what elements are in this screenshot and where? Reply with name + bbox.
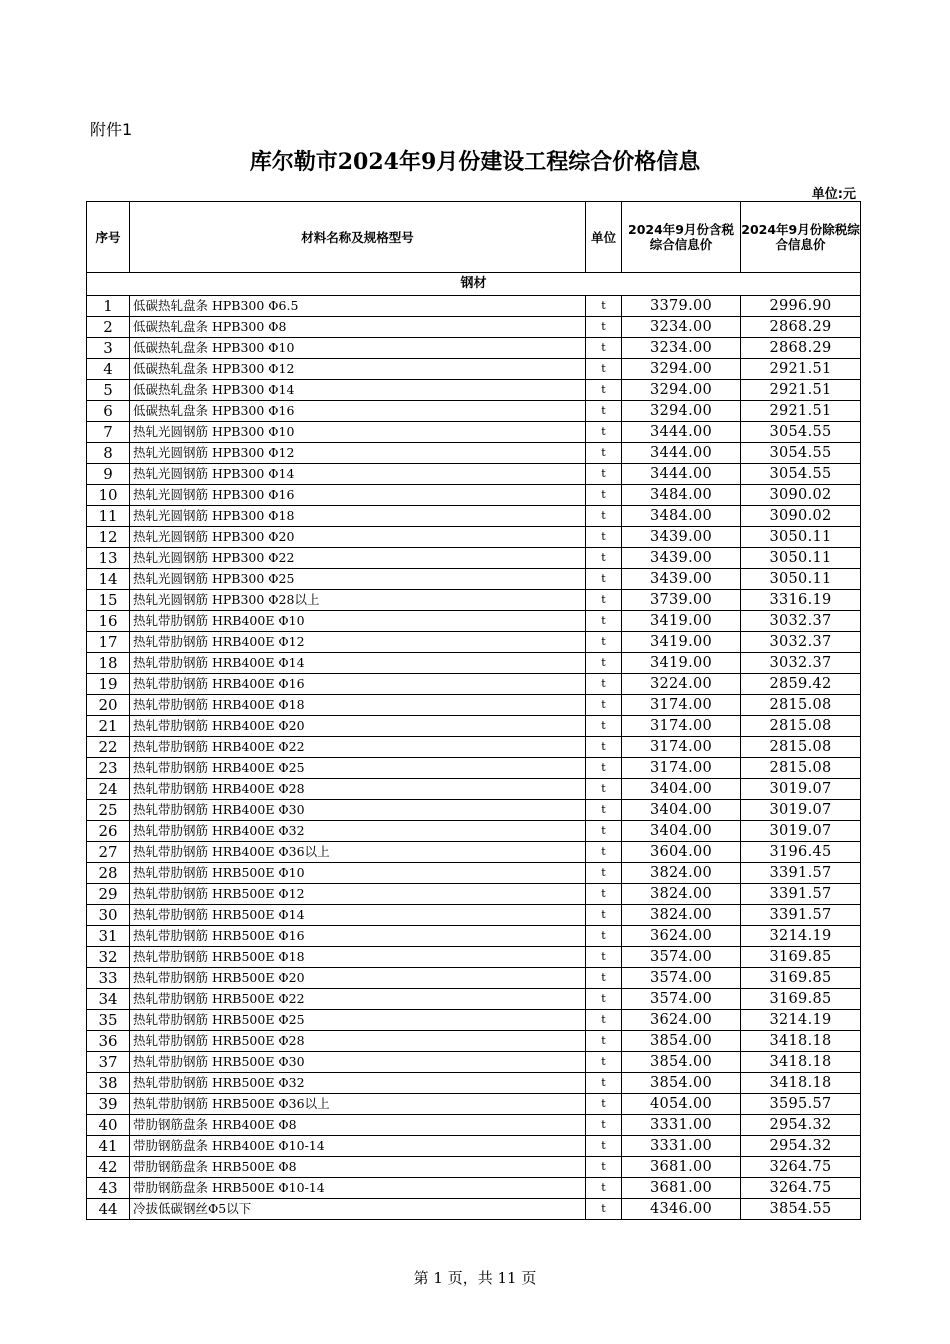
unit-note: 单位:元 [811, 187, 856, 202]
row-price-incl-tax: 3854.00 [622, 1052, 741, 1073]
row-unit: t [586, 1136, 622, 1157]
table-row [87, 317, 861, 338]
row-name: 热轧带肋钢筋 HRB400E Φ25 [130, 758, 586, 779]
row-name: 热轧光圆钢筋 HPB300 Φ10 [130, 422, 586, 443]
table-row [87, 1010, 861, 1031]
table-row [87, 359, 861, 380]
row-name: 热轧带肋钢筋 HRB500E Φ20 [130, 968, 586, 989]
row-name: 冷拔低碳钢丝Φ5以下 [130, 1199, 586, 1220]
row-name: 热轧光圆钢筋 HPB300 Φ18 [130, 506, 586, 527]
row-no: 5 [87, 380, 130, 401]
table-row [87, 380, 861, 401]
row-unit: t [586, 905, 622, 926]
table-row [87, 863, 861, 884]
row-price-incl-tax: 3174.00 [622, 758, 741, 779]
row-unit: t [586, 548, 622, 569]
row-unit: t [586, 779, 622, 800]
row-unit: t [586, 947, 622, 968]
table-row [87, 1157, 861, 1178]
row-price-incl-tax: 3624.00 [622, 1010, 741, 1031]
row-unit: t [586, 485, 622, 506]
row-price-excl-tax: 3054.55 [741, 422, 861, 443]
table-row [87, 464, 861, 485]
row-no: 15 [87, 590, 130, 611]
row-name: 热轧光圆钢筋 HPB300 Φ12 [130, 443, 586, 464]
row-unit: t [586, 569, 622, 590]
row-price-incl-tax: 3174.00 [622, 737, 741, 758]
table-row [87, 947, 861, 968]
row-name: 热轧带肋钢筋 HRB400E Φ28 [130, 779, 586, 800]
row-name: 带肋钢筋盘条 HRB500E Φ10-14 [130, 1178, 586, 1199]
row-unit: t [586, 968, 622, 989]
row-price-excl-tax: 2954.32 [741, 1115, 861, 1136]
row-price-incl-tax: 3574.00 [622, 989, 741, 1010]
row-unit: t [586, 359, 622, 380]
table-row [87, 695, 861, 716]
row-price-incl-tax: 3419.00 [622, 611, 741, 632]
row-price-excl-tax: 3032.37 [741, 632, 861, 653]
row-name: 热轧带肋钢筋 HRB500E Φ36以上 [130, 1094, 586, 1115]
row-no: 19 [87, 674, 130, 695]
row-no: 27 [87, 842, 130, 863]
row-unit: t [586, 632, 622, 653]
row-price-excl-tax: 2868.29 [741, 338, 861, 359]
row-unit: t [586, 863, 622, 884]
row-unit: t [586, 674, 622, 695]
row-price-incl-tax: 3439.00 [622, 548, 741, 569]
row-unit: t [586, 1199, 622, 1220]
row-price-excl-tax: 3169.85 [741, 989, 861, 1010]
row-name: 热轧光圆钢筋 HPB300 Φ16 [130, 485, 586, 506]
row-name: 带肋钢筋盘条 HRB500E Φ8 [130, 1157, 586, 1178]
row-price-excl-tax: 2921.51 [741, 401, 861, 422]
row-price-excl-tax: 2921.51 [741, 380, 861, 401]
row-no: 40 [87, 1115, 130, 1136]
row-price-incl-tax: 3294.00 [622, 380, 741, 401]
row-name: 热轧带肋钢筋 HRB500E Φ14 [130, 905, 586, 926]
row-no: 18 [87, 653, 130, 674]
row-name: 带肋钢筋盘条 HRB400E Φ8 [130, 1115, 586, 1136]
row-unit: t [586, 611, 622, 632]
row-unit: t [586, 317, 622, 338]
row-price-incl-tax: 3419.00 [622, 653, 741, 674]
header-price-excl-tax: 2024年9月份除税综合信息价 [741, 202, 861, 273]
row-price-incl-tax: 3681.00 [622, 1178, 741, 1199]
row-unit: t [586, 758, 622, 779]
row-unit: t [586, 1157, 622, 1178]
row-price-incl-tax: 3224.00 [622, 674, 741, 695]
row-price-excl-tax: 3264.75 [741, 1178, 861, 1199]
table-row [87, 443, 861, 464]
row-name: 热轧带肋钢筋 HRB400E Φ18 [130, 695, 586, 716]
row-price-incl-tax: 3604.00 [622, 842, 741, 863]
table-row [87, 1115, 861, 1136]
row-price-incl-tax: 3379.00 [622, 296, 741, 317]
row-price-excl-tax: 3054.55 [741, 464, 861, 485]
row-name: 低碳热轧盘条 HPB300 Φ16 [130, 401, 586, 422]
row-price-excl-tax: 3032.37 [741, 611, 861, 632]
row-name: 热轧带肋钢筋 HRB400E Φ10 [130, 611, 586, 632]
row-no: 42 [87, 1157, 130, 1178]
row-unit: t [586, 1073, 622, 1094]
table-row [87, 485, 861, 506]
row-unit: t [586, 1010, 622, 1031]
row-no: 33 [87, 968, 130, 989]
row-unit: t [586, 716, 622, 737]
row-no: 3 [87, 338, 130, 359]
row-name: 热轧带肋钢筋 HRB500E Φ28 [130, 1031, 586, 1052]
row-price-excl-tax: 2815.08 [741, 695, 861, 716]
table-row [87, 653, 861, 674]
row-no: 22 [87, 737, 130, 758]
table-row [87, 1052, 861, 1073]
row-name: 热轧带肋钢筋 HRB400E Φ30 [130, 800, 586, 821]
row-unit: t [586, 653, 622, 674]
row-price-incl-tax: 3854.00 [622, 1031, 741, 1052]
table-row [87, 548, 861, 569]
table-row [87, 401, 861, 422]
page-title: 库尔勒市2024年9月份建设工程综合价格信息 [249, 149, 701, 175]
header-price-incl-tax: 2024年9月份含税综合信息价 [622, 202, 741, 273]
row-price-excl-tax: 2996.90 [741, 296, 861, 317]
row-no: 31 [87, 926, 130, 947]
row-price-incl-tax: 3419.00 [622, 632, 741, 653]
row-no: 38 [87, 1073, 130, 1094]
row-price-excl-tax: 2859.42 [741, 674, 861, 695]
row-price-excl-tax: 2954.32 [741, 1136, 861, 1157]
row-price-incl-tax: 3484.00 [622, 485, 741, 506]
row-unit: t [586, 1031, 622, 1052]
row-name: 热轧带肋钢筋 HRB400E Φ36以上 [130, 842, 586, 863]
row-price-excl-tax: 2921.51 [741, 359, 861, 380]
row-no: 8 [87, 443, 130, 464]
row-price-excl-tax: 2815.08 [741, 737, 861, 758]
table-row [87, 590, 861, 611]
row-price-excl-tax: 3391.57 [741, 863, 861, 884]
row-unit: t [586, 1052, 622, 1073]
row-name: 热轧光圆钢筋 HPB300 Φ22 [130, 548, 586, 569]
row-price-excl-tax: 3050.11 [741, 527, 861, 548]
row-no: 43 [87, 1178, 130, 1199]
row-price-excl-tax: 3090.02 [741, 506, 861, 527]
row-name: 热轧光圆钢筋 HPB300 Φ20 [130, 527, 586, 548]
table-row [87, 821, 861, 842]
row-price-excl-tax: 3264.75 [741, 1157, 861, 1178]
row-no: 32 [87, 947, 130, 968]
table-row [87, 716, 861, 737]
row-name: 热轧带肋钢筋 HRB500E Φ18 [130, 947, 586, 968]
row-name: 热轧带肋钢筋 HRB500E Φ16 [130, 926, 586, 947]
row-price-incl-tax: 3444.00 [622, 443, 741, 464]
table-row [87, 758, 861, 779]
row-no: 20 [87, 695, 130, 716]
row-no: 37 [87, 1052, 130, 1073]
row-unit: t [586, 884, 622, 905]
row-name: 低碳热轧盘条 HPB300 Φ12 [130, 359, 586, 380]
row-unit: t [586, 590, 622, 611]
row-price-excl-tax: 2815.08 [741, 758, 861, 779]
table-row [87, 737, 861, 758]
row-no: 29 [87, 884, 130, 905]
row-price-excl-tax: 3050.11 [741, 569, 861, 590]
row-name: 热轧带肋钢筋 HRB400E Φ12 [130, 632, 586, 653]
row-no: 25 [87, 800, 130, 821]
row-unit: t [586, 1178, 622, 1199]
row-price-excl-tax: 3019.07 [741, 800, 861, 821]
row-unit: t [586, 422, 622, 443]
row-price-incl-tax: 3574.00 [622, 947, 741, 968]
row-price-incl-tax: 3824.00 [622, 884, 741, 905]
header-name: 材料名称及规格型号 [130, 202, 586, 273]
attachment-label: 附件1 [90, 120, 133, 139]
row-unit: t [586, 926, 622, 947]
row-no: 2 [87, 317, 130, 338]
row-price-incl-tax: 3439.00 [622, 569, 741, 590]
row-no: 44 [87, 1199, 130, 1220]
row-no: 1 [87, 296, 130, 317]
row-price-excl-tax: 3418.18 [741, 1031, 861, 1052]
table-row [87, 1031, 861, 1052]
row-price-incl-tax: 3331.00 [622, 1115, 741, 1136]
section-label: 钢材 [87, 273, 861, 296]
row-price-incl-tax: 3444.00 [622, 464, 741, 485]
row-no: 16 [87, 611, 130, 632]
row-price-excl-tax: 3169.85 [741, 968, 861, 989]
row-name: 热轧带肋钢筋 HRB500E Φ10 [130, 863, 586, 884]
row-price-incl-tax: 3294.00 [622, 359, 741, 380]
row-unit: t [586, 695, 622, 716]
row-unit: t [586, 1115, 622, 1136]
row-unit: t [586, 506, 622, 527]
row-unit: t [586, 338, 622, 359]
row-price-excl-tax: 3032.37 [741, 653, 861, 674]
table-row [87, 779, 861, 800]
table-row [87, 926, 861, 947]
table-row [87, 674, 861, 695]
row-no: 36 [87, 1031, 130, 1052]
row-unit: t [586, 989, 622, 1010]
row-name: 热轧光圆钢筋 HPB300 Φ14 [130, 464, 586, 485]
row-price-excl-tax: 3050.11 [741, 548, 861, 569]
row-price-incl-tax: 4054.00 [622, 1094, 741, 1115]
row-price-incl-tax: 3404.00 [622, 800, 741, 821]
row-no: 24 [87, 779, 130, 800]
row-no: 9 [87, 464, 130, 485]
table-row [87, 506, 861, 527]
row-name: 热轧带肋钢筋 HRB400E Φ16 [130, 674, 586, 695]
row-unit: t [586, 464, 622, 485]
row-price-incl-tax: 3234.00 [622, 338, 741, 359]
row-price-excl-tax: 3316.19 [741, 590, 861, 611]
row-name: 热轧带肋钢筋 HRB500E Φ22 [130, 989, 586, 1010]
row-price-incl-tax: 3331.00 [622, 1136, 741, 1157]
table-row [87, 1199, 861, 1220]
row-price-incl-tax: 3574.00 [622, 968, 741, 989]
row-no: 7 [87, 422, 130, 443]
row-price-incl-tax: 3439.00 [622, 527, 741, 548]
row-no: 14 [87, 569, 130, 590]
row-unit: t [586, 296, 622, 317]
row-name: 低碳热轧盘条 HPB300 Φ14 [130, 380, 586, 401]
table-row [87, 632, 861, 653]
table-row [87, 1094, 861, 1115]
row-name: 热轧带肋钢筋 HRB500E Φ30 [130, 1052, 586, 1073]
header-unit: 单位 [586, 202, 622, 273]
row-name: 热轧带肋钢筋 HRB400E Φ32 [130, 821, 586, 842]
row-name: 热轧光圆钢筋 HPB300 Φ25 [130, 569, 586, 590]
row-name: 热轧带肋钢筋 HRB400E Φ20 [130, 716, 586, 737]
row-price-incl-tax: 3174.00 [622, 716, 741, 737]
table-row [87, 800, 861, 821]
row-no: 10 [87, 485, 130, 506]
row-price-incl-tax: 4346.00 [622, 1199, 741, 1220]
row-name: 热轧带肋钢筋 HRB500E Φ12 [130, 884, 586, 905]
row-price-incl-tax: 3294.00 [622, 401, 741, 422]
row-price-incl-tax: 3404.00 [622, 779, 741, 800]
row-name: 热轧带肋钢筋 HRB400E Φ14 [130, 653, 586, 674]
row-price-incl-tax: 3444.00 [622, 422, 741, 443]
row-name: 热轧光圆钢筋 HPB300 Φ28以上 [130, 590, 586, 611]
row-no: 35 [87, 1010, 130, 1031]
page-footer: 第 1 页，共 11 页 [413, 1269, 537, 1287]
row-price-incl-tax: 3854.00 [622, 1073, 741, 1094]
price-table [86, 201, 861, 1220]
row-price-excl-tax: 3019.07 [741, 779, 861, 800]
table-row [87, 569, 861, 590]
row-price-excl-tax: 3196.45 [741, 842, 861, 863]
header-no: 序号 [87, 202, 130, 273]
row-no: 21 [87, 716, 130, 737]
section-row [87, 273, 861, 296]
row-name: 热轧带肋钢筋 HRB500E Φ25 [130, 1010, 586, 1031]
row-price-incl-tax: 3234.00 [622, 317, 741, 338]
row-price-excl-tax: 3391.57 [741, 884, 861, 905]
row-no: 39 [87, 1094, 130, 1115]
row-no: 13 [87, 548, 130, 569]
row-price-incl-tax: 3824.00 [622, 905, 741, 926]
row-price-excl-tax: 3214.19 [741, 926, 861, 947]
row-unit: t [586, 800, 622, 821]
row-price-incl-tax: 3404.00 [622, 821, 741, 842]
table-row [87, 884, 861, 905]
row-no: 4 [87, 359, 130, 380]
row-name: 低碳热轧盘条 HPB300 Φ10 [130, 338, 586, 359]
row-unit: t [586, 1094, 622, 1115]
row-no: 26 [87, 821, 130, 842]
table-row [87, 1073, 861, 1094]
table-row [87, 1136, 861, 1157]
table-row [87, 1178, 861, 1199]
row-price-excl-tax: 2868.29 [741, 317, 861, 338]
row-no: 34 [87, 989, 130, 1010]
row-no: 30 [87, 905, 130, 926]
row-name: 带肋钢筋盘条 HRB400E Φ10-14 [130, 1136, 586, 1157]
table-row [87, 905, 861, 926]
row-price-excl-tax: 3054.55 [741, 443, 861, 464]
table-row [87, 296, 861, 317]
row-unit: t [586, 527, 622, 548]
row-price-excl-tax: 3090.02 [741, 485, 861, 506]
row-price-incl-tax: 3681.00 [622, 1157, 741, 1178]
row-no: 17 [87, 632, 130, 653]
row-no: 23 [87, 758, 130, 779]
row-unit: t [586, 401, 622, 422]
row-price-excl-tax: 3418.18 [741, 1073, 861, 1094]
table-row [87, 611, 861, 632]
table-row [87, 842, 861, 863]
row-no: 12 [87, 527, 130, 548]
row-price-excl-tax: 3595.57 [741, 1094, 861, 1115]
row-name: 低碳热轧盘条 HPB300 Φ8 [130, 317, 586, 338]
row-price-excl-tax: 3418.18 [741, 1052, 861, 1073]
row-price-excl-tax: 3169.85 [741, 947, 861, 968]
row-unit: t [586, 737, 622, 758]
table-row [87, 422, 861, 443]
row-price-excl-tax: 2815.08 [741, 716, 861, 737]
row-no: 41 [87, 1136, 130, 1157]
row-unit: t [586, 821, 622, 842]
table-row [87, 338, 861, 359]
row-no: 28 [87, 863, 130, 884]
row-price-incl-tax: 3739.00 [622, 590, 741, 611]
row-price-incl-tax: 3624.00 [622, 926, 741, 947]
row-unit: t [586, 443, 622, 464]
row-unit: t [586, 842, 622, 863]
row-no: 6 [87, 401, 130, 422]
row-name: 热轧带肋钢筋 HRB400E Φ22 [130, 737, 586, 758]
table-row [87, 968, 861, 989]
row-name: 低碳热轧盘条 HPB300 Φ6.5 [130, 296, 586, 317]
table-header-row [87, 202, 861, 273]
row-price-incl-tax: 3484.00 [622, 506, 741, 527]
row-price-excl-tax: 3391.57 [741, 905, 861, 926]
table-row [87, 527, 861, 548]
row-price-excl-tax: 3019.07 [741, 821, 861, 842]
row-price-incl-tax: 3174.00 [622, 695, 741, 716]
table-row [87, 989, 861, 1010]
row-price-incl-tax: 3824.00 [622, 863, 741, 884]
row-name: 热轧带肋钢筋 HRB500E Φ32 [130, 1073, 586, 1094]
row-unit: t [586, 380, 622, 401]
row-price-excl-tax: 3214.19 [741, 1010, 861, 1031]
row-price-excl-tax: 3854.55 [741, 1199, 861, 1220]
row-no: 11 [87, 506, 130, 527]
